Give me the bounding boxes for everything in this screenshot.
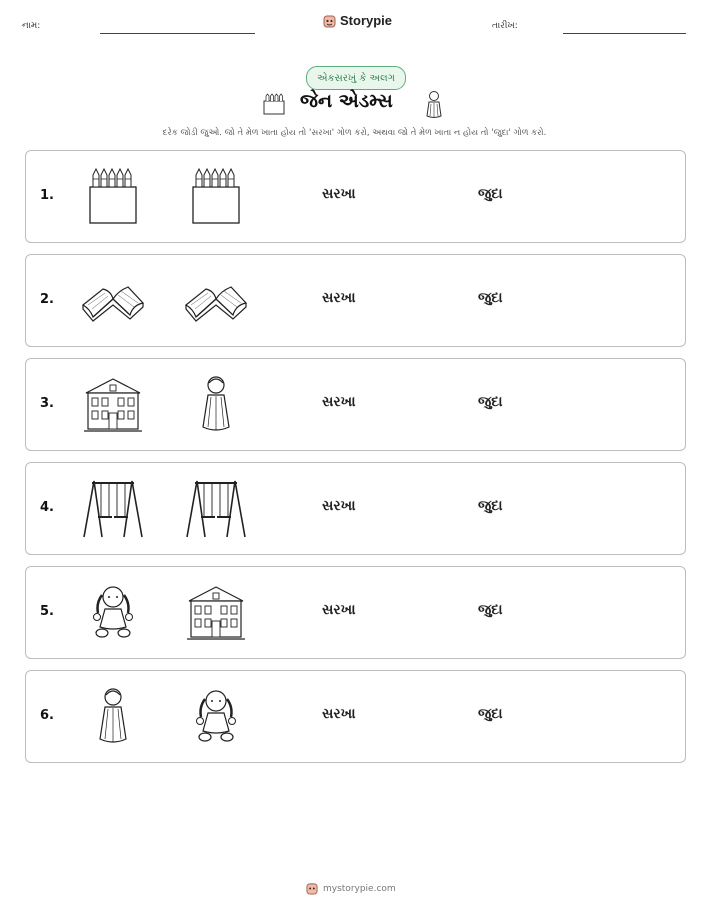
brand-name: Storypie — [340, 13, 393, 28]
storypie-logo-icon — [323, 14, 336, 28]
name-line[interactable] — [100, 33, 255, 34]
date-label: તારીખ: — [492, 21, 518, 31]
pair-row — [25, 150, 686, 243]
house-icon — [78, 373, 148, 435]
crayons-icon — [181, 165, 251, 227]
row-number: 4. — [40, 500, 54, 515]
row-number: 6. — [40, 708, 54, 723]
same-option[interactable]: સરખા — [322, 290, 356, 306]
pair-row — [25, 670, 686, 763]
crayons-icon — [78, 165, 148, 227]
rag-doll-icon — [181, 685, 251, 747]
swing-icon — [78, 477, 148, 539]
row-number: 3. — [40, 396, 54, 411]
row-number: 2. — [40, 292, 54, 307]
house-icon — [181, 581, 251, 643]
same-option[interactable]: સરખા — [322, 706, 356, 722]
same-option[interactable]: સરખા — [322, 186, 356, 202]
row-number: 1. — [40, 188, 54, 203]
instructions: દરેક જોડી જુઓ. જો તે મેળ ખાતા હોય તો 'સરખા' ગોળ કરો, અથવા જો તે મેળ ખાતા ન હોય તો 'જુદા' ગોળ કરો. — [162, 128, 547, 138]
pair-row — [25, 566, 686, 659]
same-option[interactable]: સરખા — [322, 498, 356, 514]
doll-icon — [181, 373, 251, 435]
storypie-footer-icon — [306, 882, 318, 895]
date-line[interactable] — [563, 33, 686, 34]
footer-url[interactable]: mystorypie.com — [323, 883, 396, 894]
book-icon — [78, 269, 148, 331]
rag-doll-icon — [78, 581, 148, 643]
book-icon — [181, 269, 251, 331]
pair-row — [25, 358, 686, 451]
crayons-icon — [262, 92, 286, 116]
swing-icon — [181, 477, 251, 539]
name-label: નામ: — [22, 21, 41, 31]
page-title: જેન એડમ્સ — [300, 90, 393, 112]
different-option[interactable]: જુદા — [478, 602, 503, 618]
different-option[interactable]: જુદા — [478, 186, 503, 202]
brand-logo — [323, 13, 392, 28]
pair-row — [25, 462, 686, 555]
footer — [306, 882, 396, 895]
doll-icon — [78, 685, 148, 747]
different-option[interactable]: જુદા — [478, 706, 503, 722]
same-option[interactable]: સરખા — [322, 602, 356, 618]
category-tag: એકસરખું કે અલગ — [306, 66, 406, 90]
same-option[interactable]: સરખા — [322, 394, 356, 410]
doll-icon — [424, 90, 444, 120]
different-option[interactable]: જુદા — [478, 394, 503, 410]
different-option[interactable]: જુદા — [478, 498, 503, 514]
different-option[interactable]: જુદા — [478, 290, 503, 306]
row-number: 5. — [40, 604, 54, 619]
pair-row — [25, 254, 686, 347]
